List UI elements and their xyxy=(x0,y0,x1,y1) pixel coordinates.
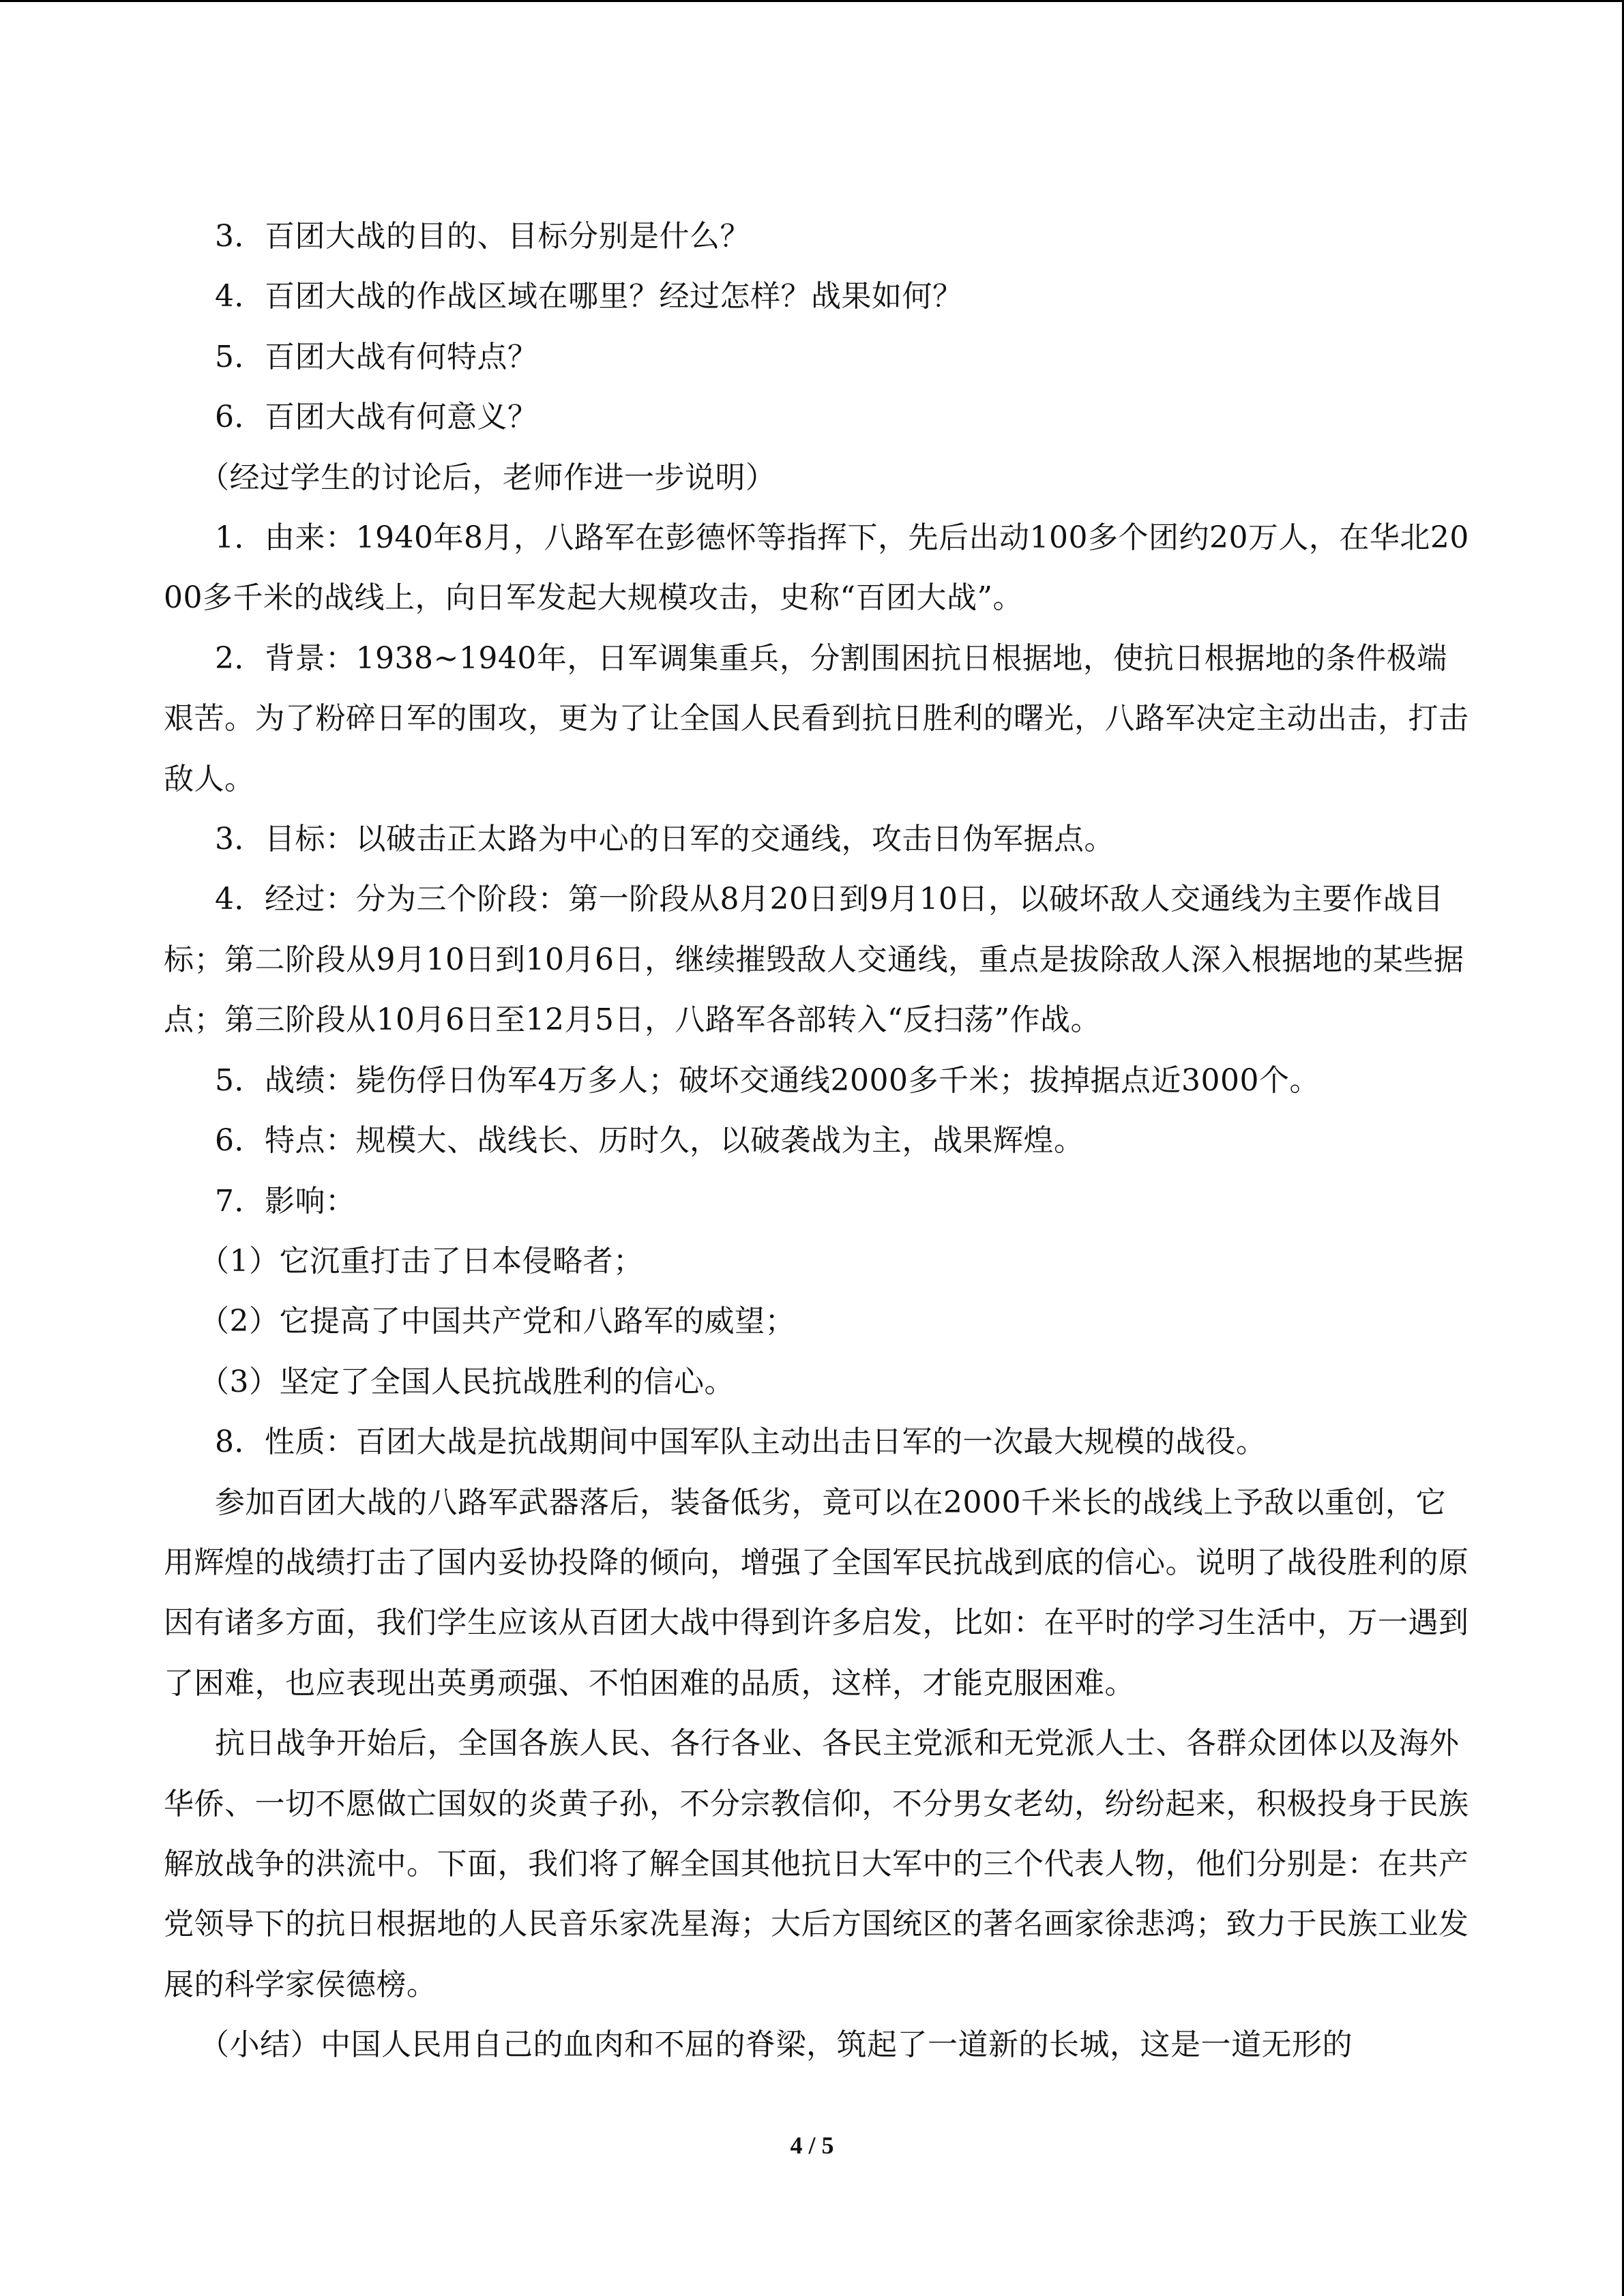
paragraph: 2．背景：1938~1940年，日军调集重兵，分割围困抗日根据地，使抗日根据地的条件极端艰苦。为了粉碎日军的围攻，更为了让全国人民看到抗日胜利的曙光，八路军决定主动出击，打击敌人。 xyxy=(164,640,1469,796)
document-body xyxy=(164,207,1475,2076)
page-number: 4 / 5 xyxy=(790,2132,834,2159)
paragraph: （2）它提高了中国共产党和八路军的威望； xyxy=(199,1304,795,1339)
paragraph: 4．经过：分为三个阶段：第一阶段从8月20日到9月10日，以破坏敌人交通线为主要作战目标；第二阶段从9月10日到10月6日，继续摧毁敌人交通线，重点是拔除敌人深入根据地的某些据点；第三阶段从10月6日至12月5日，八路军各部转入“反扫荡”作战。 xyxy=(164,882,1464,1038)
paragraph: 8．性质：百团大战是抗战期间中国军队主动出击日军的一次最大规模的战役。 xyxy=(215,1425,1267,1460)
paragraph: 5．战绩：毙伤俘日伪军4万多人；破坏交通线2000多千米；拔掉据点近3000个。 xyxy=(215,1062,1320,1098)
paragraph: 3．目标：以破击正太路为中心的日军的交通线，攻击日伪军据点。 xyxy=(215,822,1114,857)
paragraph: （经过学生的讨论后，老师作进一步说明） xyxy=(199,460,776,495)
paragraph: 6．百团大战有何意义？ xyxy=(215,400,538,435)
paragraph: （1）它沉重打击了日本侵略者； xyxy=(199,1243,644,1279)
paragraph: 6．特点：规模大、战线长、历时久，以破袭战为主，战果辉煌。 xyxy=(215,1123,1084,1159)
paragraph: 7．影响： xyxy=(215,1183,356,1219)
paragraph: 1．由来：1940年8月，八路军在彭德怀等指挥下，先后出动100多个团约20万人，在华北2000多千米的战线上，向日军发起大规模攻击，史称“百团大战”。 xyxy=(164,520,1469,616)
paragraph: 5．百团大战有何特点？ xyxy=(215,339,538,374)
paragraph: 4．百团大战的作战区域在哪里？经过怎样？战果如何？ xyxy=(215,279,963,314)
paragraph: （小结）中国人民用自己的血肉和不屈的脊梁，筑起了一道新的长城，这是一道无形的 xyxy=(199,2027,1353,2063)
paragraph: 参加百团大战的八路军武器落后，装备低劣，竟可以在2000千米长的战线上予敌以重创，它用辉煌的战绩打击了国内妥协投降的倾向，增强了全国军民抗战到底的信心。说明了战役胜利的原因有诸多方面，我们学生应该从百团大战中得到许多启发，比如：在平时的学习生活中，万一遇到了困难，也应表现出英勇顽强、不怕困难的品质，这样，才能克服困难。 xyxy=(164,1485,1469,1701)
paragraph: （3）坚定了全国人民抗战胜利的信心。 xyxy=(199,1364,735,1399)
paragraph: 抗日战争开始后，全国各族人民、各行各业、各民主党派和无党派人士、各群众团体以及海外华侨、一切不愿做亡国奴的炎黄子孙，不分宗教信仰，不分男女老幼，纷纷起来，积极投身于民族解放战争的洪流中。下面，我们将了解全国其他抗日大军中的三个代表人物，他们分别是：在共产党领导下的抗日根据地的人民音乐家冼星海；大后方国统区的著名画家徐悲鸿；致力于民族工业发展的科学家侯德榜。 xyxy=(164,1726,1469,2002)
paragraph: 3．百团大战的目的、目标分别是什么？ xyxy=(215,219,750,254)
